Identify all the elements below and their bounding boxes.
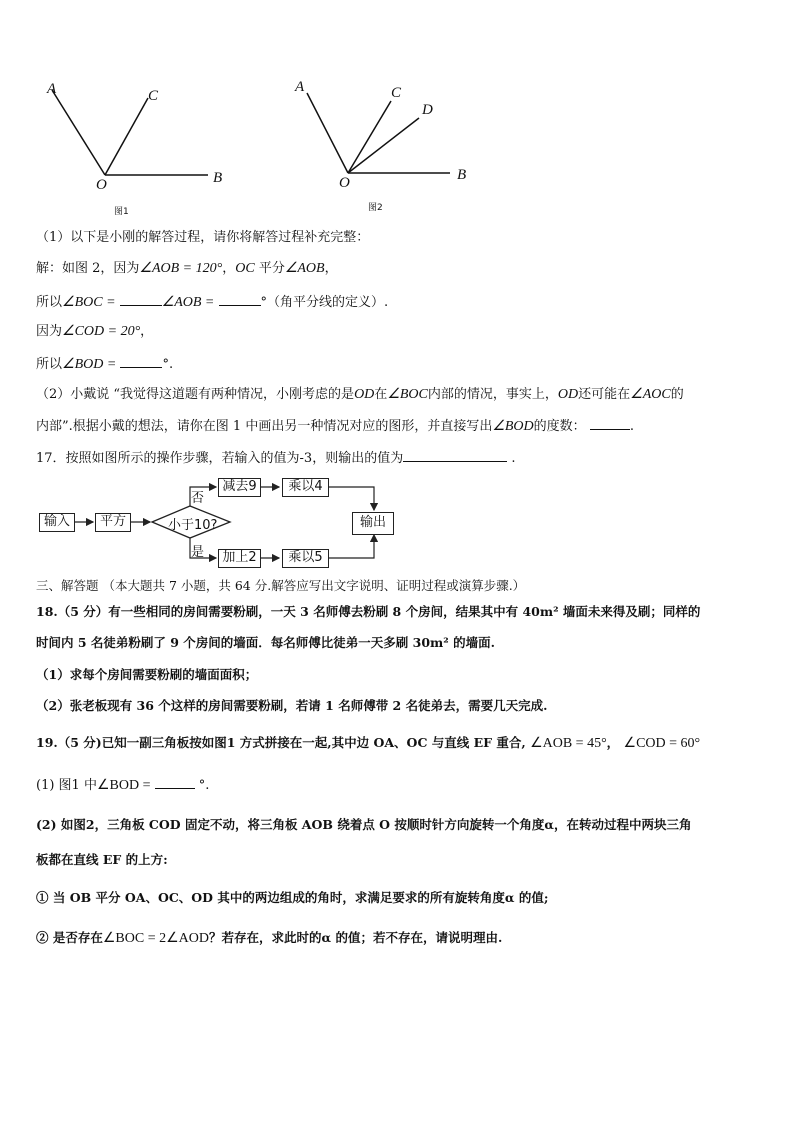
section-3-heading: 三、解答题 （本大题共 7 小题，共 64 分.解答应写出文字说明、证明过程或演算步骤.） bbox=[36, 578, 526, 593]
q19-part2-line1: (2) 如图2，三角板 COD 固定不动，将三角板 AOB 绕着点 O 按顺时针方向旋转一个角度α，在转动过程中两块三角 bbox=[36, 817, 692, 832]
q16-line1: 解：如图 2，因为∠AOB = 120°，OC 平分∠AOB， bbox=[36, 261, 338, 276]
fig2-label-o: O bbox=[339, 175, 350, 191]
q18-part2: （2）张老板现有 36 个这样的房间需要粉刷，若请 1 名师傅带 2 名徒弟去，需要几天完成. bbox=[36, 698, 548, 713]
fig1-label-o: O bbox=[96, 177, 107, 193]
q17-blank[interactable] bbox=[403, 448, 507, 462]
flow-add2-box: 加上2 bbox=[218, 549, 261, 568]
q19-subpart1: ① 当 OB 平分 OA、OC、OD 其中的两边组成的角时，求满足要求的所有旋转角度α 的值; bbox=[36, 890, 549, 905]
figure-1 bbox=[40, 78, 240, 218]
figure-2 bbox=[290, 78, 470, 218]
q16-part2-line2: 内部”.根据小戴的想法，请你在图 1 中画出另一种情况对应的图形，并直接写出∠BOD的度数： . bbox=[36, 416, 634, 436]
q16-line2: 所以∠BOC = ∠AOB = °（角平分线的定义）. bbox=[36, 292, 388, 312]
flow-output-box: 输出 bbox=[352, 512, 394, 535]
q16-line4: 所以∠BOD = °. bbox=[36, 354, 173, 374]
q19-subpart2: ② 是否存在∠BOC = 2∠AOD？若存在，求此时的α 的值；若不存在，请说明理由. bbox=[36, 930, 503, 946]
q16-part2-line1: （2）小戴说 “我觉得这道题有两种情况，小刚考虑的是OD在∠BOC内部的情况，事实上，OD还可能在∠AOC的 bbox=[36, 387, 684, 402]
fig2-label-c: C bbox=[391, 85, 402, 101]
q16-blank-2[interactable] bbox=[219, 292, 261, 306]
q16-line3: 因为∠COD = 20°， bbox=[36, 324, 154, 339]
fig2-label-a: A bbox=[295, 79, 305, 95]
q18-part1: （1）求每个房间需要粉刷的墙面面积； bbox=[36, 667, 258, 682]
flow-yes-label: 是 bbox=[191, 545, 205, 560]
flow-subtract9-box: 减去9 bbox=[218, 478, 261, 497]
flow-multiply5-box: 乘以5 bbox=[282, 549, 329, 568]
flow-condition-label: 小于10? bbox=[168, 518, 218, 533]
q17-question: 17．按照如图所示的操作步骤，若输入的值为-3，则输出的值为 . bbox=[36, 448, 516, 468]
fig2-label-b: B bbox=[457, 167, 467, 183]
q16-blank-3[interactable] bbox=[120, 354, 162, 368]
fig2-label-d: D bbox=[422, 102, 433, 118]
fig1-caption: 图1 bbox=[114, 207, 129, 217]
q16-part1-intro: （1）以下是小刚的解答过程，请你将解答过程补充完整： bbox=[36, 230, 370, 245]
flow-square-box: 平方 bbox=[95, 513, 131, 532]
fig1-label-c: C bbox=[148, 88, 159, 104]
q19-line1: 19.（5 分)已知一副三角板按如图1 方式拼接在一起,其中边 OA、OC 与直线 EF 重合, ∠AOB = 45°， ∠COD = 60° bbox=[36, 735, 701, 751]
fig1-label-b: B bbox=[213, 170, 223, 186]
fig1-label-a: A bbox=[47, 81, 57, 97]
q16-blank-4[interactable] bbox=[590, 416, 630, 430]
fig2-caption: 图2 bbox=[368, 203, 383, 213]
q19-part2-line2: 板都在直线 EF 的上方: bbox=[36, 852, 168, 867]
q19-blank[interactable] bbox=[155, 775, 195, 789]
q18-line1: 18.（5 分）有一些相同的房间需要粉刷，一天 3 名师傅去粉刷 8 个房间，结果其中有 40m² 墙面未来得及刷；同样的 bbox=[36, 604, 701, 619]
q18-line2: 时间内 5 名徒弟粉刷了 9 个房间的墙面．每名师傅比徒弟一天多刷 30m² 的墙面. bbox=[36, 635, 495, 650]
flow-multiply4-box: 乘以4 bbox=[282, 478, 329, 497]
q19-part1: (1) 图1 中∠BOD = °. bbox=[36, 775, 209, 795]
q16-blank-1[interactable] bbox=[120, 292, 162, 306]
flow-input-box: 输入 bbox=[39, 513, 75, 532]
flow-no-label: 否 bbox=[191, 491, 205, 506]
